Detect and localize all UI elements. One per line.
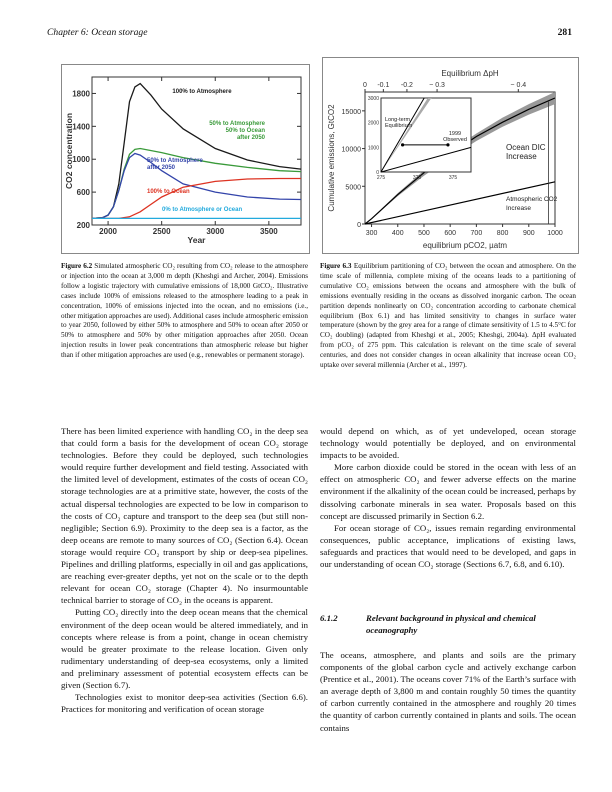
inset-x-tick-label: 325 bbox=[412, 175, 422, 181]
series-annotation: after 2050 bbox=[147, 165, 176, 171]
paragraph: Putting CO₂ directly into the deep ocean means that the chemical environment of the deep ocean would be altered immediately, and in concepts where release is from a point, change in ocean chemistry would be greater proximate to the release location. Given only rudimentary understanding of deep-sea ecosystems, only a limited and preliminary assessment of potential ecosystem effects can be given (Section 6.7). bbox=[61, 607, 308, 690]
equilibrium-partitioning-chart bbox=[323, 58, 578, 253]
inset-x-tick-label: 375 bbox=[448, 175, 458, 181]
y-tick-label: 600 bbox=[76, 188, 90, 198]
inset-y-tick-label: 1000 bbox=[367, 145, 379, 152]
x-tick-label: 3500 bbox=[259, 227, 278, 236]
paragraph: For ocean storage of CO₂, issues remain regarding environmental consequences, public acceptance, implications of existing laws, safeguards and practices that would need to be developed, and gaps in our understanding of ocean CO₂ storage (Sections 6.7, 6.8, and 6.10). bbox=[320, 522, 576, 570]
y-tick-label: 0 bbox=[357, 222, 361, 229]
paragraph: There has been limited experience with handling CO₂ in the deep sea that could form a basis for the development of ocean CO₂ storage technologies. Before they could be deployed, such technologies would require further development and field testing. Associated with the limited level of development, estimates of the costs of ocean CO₂ storage technologies are at a primitive state, however, the costs of the actual dispersal technologies are expected to be low in comparison to the costs of CO₂ capture and transport to the deep sea (but still non-negligible; Section 6.9). Proximity to the deep sea is a factor, as the deep oceans are remote to many sources of CO₂ (Section 6.4). Ocean storage would require CO₂ transport by ship or deep-sea pipelines. Pipelines and drilling platforms, especially in oil and gas applications, are reaching ever-greater depths, yet not on the scale or to the depth relevant for ocean CO₂ storage (Chapter 4). No insurmountable technical barrier to storage of CO₂ in the oceans is apparent. bbox=[61, 426, 308, 606]
y-tick-label: 5000 bbox=[345, 184, 361, 192]
x-tick-label: 500 bbox=[418, 230, 430, 237]
annotation: Increase bbox=[506, 152, 537, 161]
right-column bbox=[320, 425, 576, 570]
top-tick-label: -0.1 bbox=[377, 82, 390, 89]
x-tick-label: 2000 bbox=[99, 227, 117, 236]
y-tick-label: 10000 bbox=[341, 146, 361, 154]
y-tick-label: 1800 bbox=[72, 89, 90, 99]
left-column bbox=[61, 425, 308, 715]
series-annotation: 50% to Atmosphere bbox=[209, 121, 265, 127]
inset-label: Long-term bbox=[385, 117, 411, 123]
x-tick-label: 2500 bbox=[152, 227, 171, 236]
x-tick-label: 1000 bbox=[547, 230, 563, 237]
top-tick-label: -0.2 bbox=[400, 82, 413, 89]
series-annotation: 0% to Atmosphere or Ocean bbox=[162, 207, 243, 213]
running-header-chapter: Chapter 6: Ocean storage bbox=[47, 27, 148, 38]
caption-text: Equilibrium partitioning of CO₂ between the ocean and atmosphere. On the time scale of millennia, complete mixing of the oceans leads to a partitioning of cumulative CO₂ emissions between the oceans and atmosphere with the bulk of emissions eventually residing in the oceans as dissolved inorganic carbon. The ocean partition depends nonlinearly on CO₂ concentration according to carbonate chemical equilibrium (Box 6.1) and has limited sensitivity to changes in surface water temperature (shown by the grey area for a range of climate sensitivity of 1.5 to 4.5°C for CO₂ doubling) (adapted from Kheshgi et al., 2005; Kheshgi, 2004a). ΔpH evaluated from pCO₂ of 275 ppm. This calculation is relevant on the time scale of several centuries, and does not consider changes in ocean alkalinity that increase ocean CO₂ uptake over several millennia (Archer et al., 1997). bbox=[320, 262, 577, 370]
figure-label: Figure 6.3 bbox=[320, 262, 352, 270]
equilibrium-point bbox=[401, 143, 404, 146]
paragraph: More carbon dioxide could be stored in the ocean with less of an effect on atmospheric CO₂ and fewer adverse effects on the marine environment if the alkalinity of the ocean could be increased, perhaps by dissolving carbonate minerals in sea water. Proposals based on this concept are discussed primarily in Section 6.2. bbox=[320, 462, 576, 521]
figure-label: Figure 6.2 bbox=[61, 262, 93, 270]
series-annotation: 100% to Atmosphere bbox=[172, 89, 232, 95]
series-annotation: after 2050 bbox=[236, 135, 265, 141]
x-tick-label: 900 bbox=[522, 230, 535, 237]
y-axis-label: Cumulative emissions, GtCO2 bbox=[327, 104, 336, 212]
y-tick-label: 15000 bbox=[341, 108, 361, 116]
inset-y-tick-label: 0 bbox=[376, 170, 379, 176]
observed-point bbox=[446, 143, 449, 146]
annotation: Ocean DIC bbox=[506, 143, 546, 152]
y-tick-label: 200 bbox=[76, 221, 90, 230]
inset-label: 1999 bbox=[448, 131, 462, 137]
inset-label: Observed bbox=[443, 137, 467, 143]
y-tick-label: 1000 bbox=[72, 155, 90, 165]
caption-text: Simulated atmospheric CO₂ resulting from CO₂ release to the atmosphere or injection into the ocean at 3,000 m depth (Kheshgi and Archer, 2004). Emissions follow a logistic trajectory with cumulative emissions of 18,000 GtCO₂. Illustrative cases include 100% of emissions released to the atmosphere leading to a peak in concentration, 100% of emissions injected into the ocean, and no emissions (i.e., other mitigation approaches are used). Additional cases include atmospheric emission to year 2050, followed by either 50% to atmosphere and 50% to ocean after 2050 or 50% to atmosphere and 50% by other mitigation approaches after 2050. Ocean injection results in lower peak concentrations than atmospheric release but higher than if other mitigation approaches are used (e.g., renewables or permanent storage). bbox=[61, 262, 309, 360]
y-tick-label: 1400 bbox=[72, 122, 90, 132]
x-tick-label: 3000 bbox=[206, 227, 225, 236]
x-tick-label: 300 bbox=[365, 230, 378, 237]
inset-label: Equilibrium bbox=[385, 123, 413, 129]
inset-y-tick-label: 3000 bbox=[367, 96, 379, 102]
x-tick-label: 400 bbox=[391, 230, 404, 237]
annotation: Increase bbox=[506, 205, 531, 212]
inset-x-tick-label: 275 bbox=[376, 175, 386, 181]
paragraph: The oceans, atmosphere, and plants and soils are the primary components of the global carbon cycle and actively exchange carbon (Prentice et al., 2001). The oceans cover 71% of the Earth’s surface with an average depth of 3,800 m and contain roughly 50 times the quantity of carbon currently contained in the atmosphere and roughly 20 times the quantity of carbon currently contained in plants and soils. The ocean contains bbox=[320, 650, 576, 733]
x-axis-label: equilibrium pCO2, µatm bbox=[422, 241, 508, 250]
paragraph: would depend on which, as of yet undeveloped, ocean storage technology would potentially be deployed, and on environmental impacts to be avoided. bbox=[320, 426, 576, 461]
section-title: Relevant background in physical and chemical oceanography bbox=[366, 613, 536, 635]
paragraph: Technologies exist to monitor deep-sea activities (Section 6.6). Practices for monitoring and verification of ocean storage bbox=[61, 692, 308, 715]
figure-6-3 bbox=[322, 57, 579, 254]
figure-6-2 bbox=[61, 64, 310, 254]
x-tick-label: 800 bbox=[496, 230, 509, 237]
section-heading bbox=[320, 612, 576, 636]
x-tick-label: 700 bbox=[470, 230, 483, 237]
series-annotation: 50% to Ocean bbox=[225, 128, 265, 134]
annotation: Atmospheric CO2 bbox=[506, 196, 558, 203]
inset-y-tick-label: 2000 bbox=[367, 120, 379, 127]
top-tick-label: 0 bbox=[363, 82, 367, 89]
y-axis-label: CO2 concentration bbox=[64, 112, 74, 190]
series-annotation: 100% to Ocean bbox=[147, 189, 190, 195]
top-tick-label: − 0.4 bbox=[510, 82, 527, 89]
section-body bbox=[320, 649, 576, 734]
x-axis-label: Year bbox=[187, 235, 206, 245]
figure-6-3-caption bbox=[320, 262, 576, 371]
series-annotation: 50% to Atmosphere bbox=[147, 158, 203, 164]
page-number: 281 bbox=[557, 27, 572, 38]
top-axis-label: Equilibrium ΔpH bbox=[441, 69, 499, 78]
x-tick-label: 600 bbox=[444, 230, 457, 237]
section-number: 6.1.2 bbox=[320, 613, 338, 623]
top-tick-label: − 0.3 bbox=[429, 82, 445, 89]
co2-concentration-chart bbox=[62, 65, 309, 253]
figure-6-2-caption bbox=[61, 262, 308, 361]
